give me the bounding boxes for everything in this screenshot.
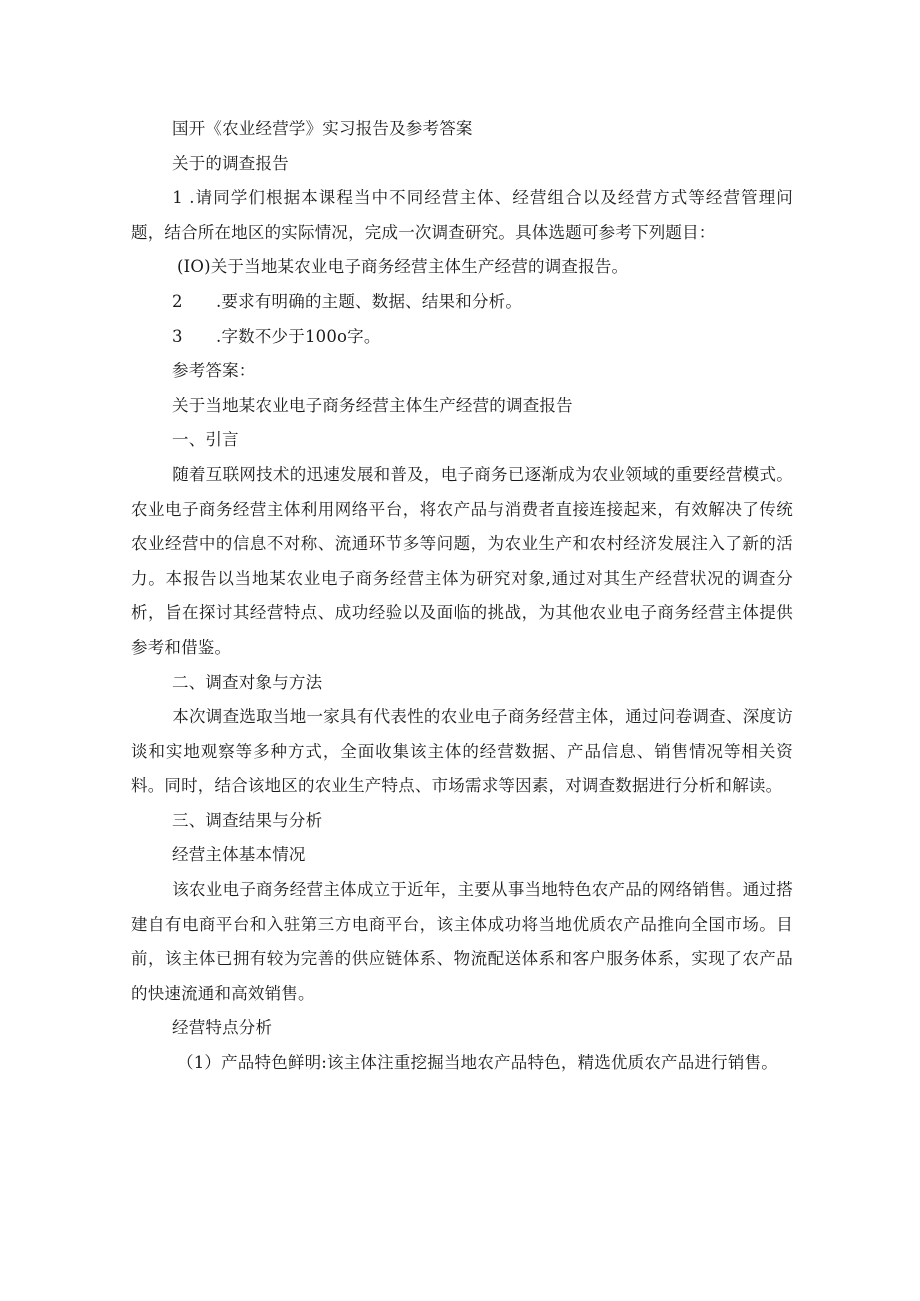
paragraph-method: 本次调查选取当地一家具有代表性的农业电子商务经营主体，通过问卷调查、深度访谈和实地观察等多种方式，全面收集该主体的经营数据、产品信息、销售情况等相关资料。同时，结合该地区的农业生产特点、市场需求等因素，对调查数据进行分析和解读。 — [131, 707, 793, 796]
paragraph-intro: 随着互联网技术的迅速发展和普及，电子商务已逐渐成为农业领域的重要经营模式。农业电子商务经营主体利用网络平台，将农产品与消费者直接连接起来，有效解决了传统农业经营中的信息不对称、流通环节多等问题，为农业生产和农村经济发展注入了新的活力。本报告以当地某农业电子商务经营主体为研究对象,通过对其生产经营状况的调查分析，旨在探讨其经营特点、成功经验以及面临的挑战，为其他农业电子商务经营主体提供参考和借鉴。 — [131, 464, 793, 657]
document-body — [131, 112, 793, 1081]
requirement-2-number: 2 — [172, 291, 183, 311]
answer-label: 参考答案： — [172, 361, 256, 381]
requirement-3 — [131, 320, 793, 355]
section-heading-1: 一、引言 — [172, 430, 239, 450]
report-title: 关于当地某农业电子商务经营主体生产经营的调查报告 — [172, 395, 573, 415]
topic-line: (IO)关于当地某农业电子商务经营主体生产经营的调查报告。 — [177, 257, 629, 277]
requirement-2-text: .要求有明确的主题、数据、结果和分析。 — [216, 291, 523, 311]
requirement-2 — [131, 285, 793, 320]
feature-item-1: （1）产品特色鲜明:该主体注重挖掘当地农产品特色，精选优质农产品进行销售。 — [177, 1053, 778, 1073]
requirement-3-text: .字数不少于100o字。 — [216, 326, 381, 346]
requirement-3-number: 3 — [172, 326, 183, 346]
document-title: 国开《农业经营学》实习报告及参考答案 — [172, 119, 473, 138]
document-subtitle: 关于的调查报告 — [172, 153, 289, 173]
requirement-1: 1 .请同学们根据本课程当中不同经营主体、经营组合以及经营方式等经营管理问题，结合所在地区的实际情况，完成一次调查研究。具体选题可参考下列题目： — [131, 188, 793, 242]
subheading-features: 经营特点分析 — [172, 1018, 273, 1038]
section-heading-3: 三、调查结果与分析 — [172, 810, 323, 830]
paragraph-basic-info: 该农业电子商务经营主体成立于近年，主要从事当地特色农产品的网络销售。通过搭建自有电商平台和入驻第三方电商平台，该主体成功将当地优质农产品推向全国市场。目前，该主体已拥有较为完善的供应链体系、物流配送体系和客户服务体系，实现了农产品的快速流通和高效销售。 — [131, 880, 793, 1003]
section-heading-2: 二、调查对象与方法 — [172, 672, 323, 692]
subheading-basic-info: 经营主体基本情况 — [172, 845, 306, 865]
